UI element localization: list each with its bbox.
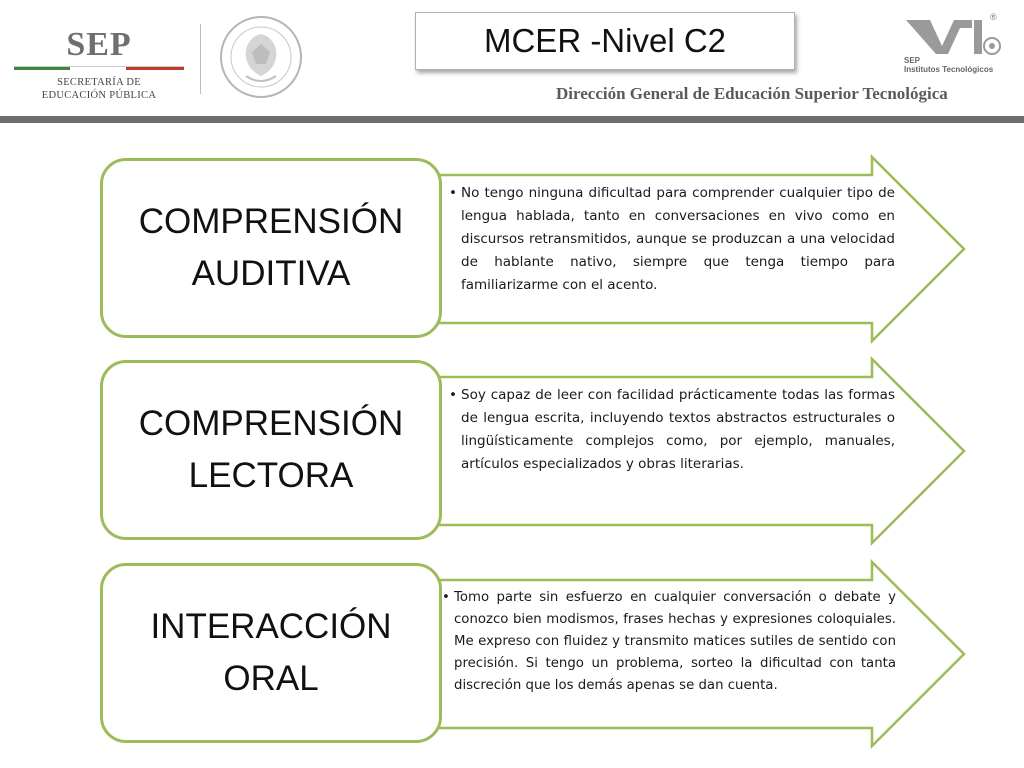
section-label-box — [100, 360, 442, 540]
section-comprension-auditiva — [0, 155, 1024, 345]
it-logo-line2: Institutos Tecnológicos — [904, 65, 994, 74]
section-label: COMPRENSIÓN LECTORA — [138, 404, 404, 495]
section-description: • Tomo parte sin esfuerzo en cualquier conversación o debate y conozco bien modismos, frases hechas y expresiones coloquiales. Me expreso con fluidez y transmito matices sutiles de sentido con precisión. Si tengo un problema, sorteo la dificultad con tanta discreción que los demás apenas se dan cuenta. — [442, 587, 896, 697]
mexican-seal-icon — [218, 14, 304, 100]
section-label-box — [100, 563, 442, 743]
slide-title-box — [415, 12, 795, 70]
header-bar — [0, 116, 1024, 123]
section-label: COMPRENSIÓN AUDITIVA — [138, 202, 404, 293]
it-logo-line1: SEP — [904, 56, 921, 65]
section-comprension-lectora — [0, 357, 1024, 547]
section-label-box — [100, 158, 442, 338]
sep-logo-tricolor-line — [14, 66, 184, 70]
section-description: • No tengo ninguna dificultad para comprender cualquier tipo de lengua hablada, tanto en conversaciones en vivo como en discursos retransmitidos, aunque se produzcan a una velocidad de hablante nativo, siempre que tenga tiempo para familiarizarme con el acento. — [449, 182, 895, 297]
header-divider — [200, 24, 201, 94]
slide-title: MCER -Nivel C2 — [483, 22, 727, 59]
sep-logo-line2: EDUCACIÓN PÚBLICA — [41, 90, 157, 101]
section-interaccion-oral — [0, 560, 1024, 750]
section-label: INTERACCIÓN ORAL — [150, 607, 392, 698]
sep-logo-word: SEP — [66, 26, 132, 63]
sep-logo — [14, 28, 184, 102]
registered-mark: ® — [990, 12, 997, 22]
it-logo-text — [904, 56, 993, 74]
header-subtitle: Dirección General de Educación Superior Tecnológica — [556, 84, 948, 103]
sep-logo-line1: SECRETARÍA DE — [57, 77, 141, 88]
section-description: • Soy capaz de leer con facilidad prácticamente todas las formas de lengua escrita, incluyendo textos abstractos estructurales o lingüísticamente complejos como, por ejemplo, manuales, artículos especializados y obras literarias. — [449, 384, 895, 476]
